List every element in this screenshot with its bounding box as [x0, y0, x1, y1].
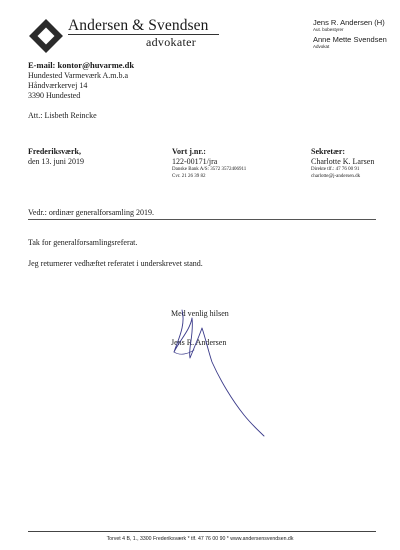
firm-logo-icon [28, 18, 64, 54]
letter-city: Frederiksværk, [28, 147, 81, 156]
subject-divider [28, 219, 376, 220]
partner-name: Jens R. Andersen (H) [313, 18, 385, 27]
body-paragraph: Tak for generalforsamlingsreferat. [28, 238, 138, 247]
signer-name: Jens R. Andersen [171, 338, 227, 347]
secretary-name: Charlotte K. Larsen [311, 157, 375, 166]
attention-line: Att.: Lisbeth Reincke [28, 111, 97, 120]
address-line: 3390 Hundested [28, 91, 81, 100]
recipient-email: E-mail: kontor@huvarme.dk [28, 60, 135, 70]
cvr-number: Cvr. 21 26 39 82 [172, 174, 206, 179]
handwritten-signature [160, 290, 300, 440]
address-line: Hundested Varmeværk A.m.b.a [28, 71, 129, 80]
footer-address: Torvet 4 B, 1., 3300 Frederiksværk * tlf. 47 76 00 90 * www.andersensvendsen.dk [106, 536, 294, 542]
secretary-phone: Direkte tlf.: 47 76 00 91 [311, 167, 360, 172]
partner-name: Anne Mette Svendsen [313, 35, 387, 44]
footer-divider [28, 531, 376, 532]
body-paragraph: Jeg returnerer vedhæftet referatet i underskrevet stand. [28, 259, 203, 268]
bank-account: Danske Bank A/S: 3572 3572406911 [172, 167, 247, 172]
secretary-email: charlotte@j-andersen.dk [311, 174, 361, 179]
letter-subject: Vedr.: ordinær generalforsamling 2019. [28, 208, 154, 217]
reference-number: 122-00171/jra [172, 157, 218, 166]
partner-title: Advokat [313, 44, 330, 49]
letter-date: den 13. juni 2019 [28, 157, 84, 166]
firm-name: Andersen & Svendsen [68, 17, 209, 34]
firm-name-underline [68, 34, 219, 35]
address-line: Håndværkervej 14 [28, 81, 88, 90]
firm-subtitle: advokater [146, 35, 197, 49]
partner-title: Aut. bobestyrer [313, 27, 344, 32]
secretary-label: Sekretær: [311, 147, 346, 156]
closing-greeting: Med venlig hilsen [171, 309, 229, 318]
reference-label: Vort j.nr.: [172, 147, 206, 156]
